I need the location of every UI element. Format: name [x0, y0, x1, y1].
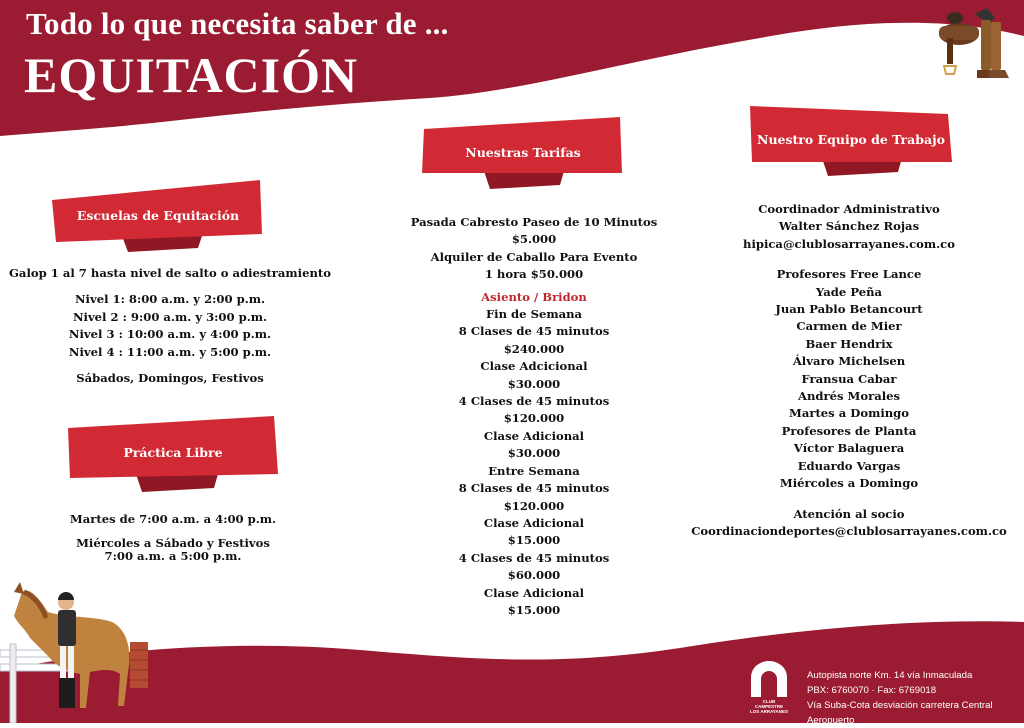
- tarifa-line: $120.000: [503, 411, 565, 426]
- practica-horario-1: Martes de 7:00 a.m. a 4:00 p.m.: [69, 512, 277, 526]
- tarifa-line: $5.000: [511, 232, 557, 247]
- tarifa-line: $120.000: [503, 498, 565, 513]
- escuelas-section: [0, 265, 340, 387]
- tarifa-line: Clase Adicional: [483, 585, 585, 600]
- nivel-4: Nivel 4 : 11:00 a.m. y 5:00 p.m.: [68, 344, 272, 359]
- coordinador-email: hipica@clublosarrayanes.com.co: [743, 236, 955, 251]
- equipo-line: Yade Peña: [815, 284, 883, 299]
- tarifa-line: 8 Clases de 45 minutos: [458, 481, 610, 496]
- footer-directions: Vía Suba-Cota desviación carretera Central Aeropuerto: [807, 700, 993, 726]
- tarifa-line: 4 Clases de 45 minutos: [458, 550, 610, 565]
- tarifa-line: $60.000: [507, 568, 561, 583]
- practica-section: [0, 511, 346, 563]
- atencion-title: Atención al socio: [793, 506, 905, 521]
- equipo-line: Eduardo Vargas: [797, 458, 901, 473]
- practica-horario-2b: 7:00 a.m. a 5:00 p.m.: [104, 549, 242, 564]
- footer-address: Autopista norte Km. 14 vía Inmaculada: [807, 670, 973, 681]
- footer-contact: [807, 668, 1024, 728]
- tarifa-line: 8 Clases de 45 minutos: [458, 324, 610, 339]
- practica-horario-2a: Miércoles a Sábado y Festivos: [76, 536, 270, 551]
- tarifa-line: $15.000: [507, 602, 561, 617]
- tarifas-section: [400, 214, 668, 619]
- equipo-line: Juan Pablo Betancourt: [775, 302, 923, 317]
- tarifa-line: Fin de Semana: [485, 307, 583, 322]
- tarifa-line: Pasada Cabresto Paseo de 10 Minutos: [410, 215, 658, 229]
- equipo-line: Profesores Free Lance: [776, 267, 922, 282]
- ribbon-escuelas: [50, 178, 266, 256]
- equipo-line: Víctor Balaguera: [793, 441, 905, 456]
- header-title: Todo lo que necesita saber de ...: [26, 6, 449, 41]
- tarifa-line: $15.000: [507, 533, 561, 548]
- ribbon-practica: [66, 414, 280, 494]
- header-main-title: EQUITACIÓN: [24, 47, 359, 103]
- club-logo: [743, 659, 795, 717]
- tarifa-line: 1 hora $50.000: [484, 267, 584, 282]
- equipo-line: Andrés Morales: [797, 389, 901, 404]
- ribbon-tarifas-label: Nuestras Tarifas: [465, 145, 581, 160]
- tarifa-line: $30.000: [507, 376, 561, 391]
- ribbon-tarifas: [420, 115, 626, 191]
- nivel-1: Nivel 1: 8:00 a.m. y 2:00 p.m.: [74, 292, 266, 307]
- ribbon-escuelas-label: Escuelas de Equitación: [76, 208, 240, 223]
- coordinador-name: Walter Sánchez Rojas: [778, 219, 920, 234]
- ribbon-practica-label: Práctica Libre: [123, 445, 223, 460]
- escuelas-intro: Galop 1 al 7 hasta nivel de salto o adiestramiento: [9, 266, 331, 280]
- tarifa-line: Entre Semana: [488, 463, 580, 478]
- equipo-line: Martes a Domingo: [788, 406, 910, 421]
- tarifa-line: Clase Adcicional: [480, 359, 588, 374]
- nivel-2: Nivel 2 : 9:00 a.m. y 3:00 p.m.: [72, 309, 268, 324]
- arch-icon: [743, 659, 795, 699]
- escuelas-dias: Sábados, Domingos, Festivos: [76, 371, 264, 386]
- tarifa-line: Clase Adicional: [483, 428, 585, 443]
- tarifa-line: Alquiler de Caballo Para Evento: [430, 249, 638, 264]
- tarifa-line: $240.000: [503, 341, 565, 356]
- rider-horse-illustration: [0, 578, 150, 723]
- equipo-line: Profesores de Planta: [781, 423, 917, 438]
- equipo-line: Carmen de Mier: [796, 319, 902, 334]
- coordinador-title: Coordinador Administrativo: [758, 202, 940, 216]
- tarifa-line: 4 Clases de 45 minutos: [458, 394, 610, 409]
- equipo-section: [690, 201, 1008, 540]
- equipo-line: Fransua Cabar: [801, 371, 897, 386]
- ribbon-equipo-label: Nuestro Equipo de Trabajo: [757, 132, 945, 147]
- tarifa-subheading: Asiento / Bridon: [481, 289, 587, 304]
- tarifa-line: $30.000: [507, 446, 561, 461]
- equipo-line: Álvaro Michelsen: [792, 354, 906, 369]
- saddle-boots-illustration: [925, 4, 1011, 86]
- ribbon-equipo: [748, 104, 954, 178]
- equipo-line: Miércoles a Domingo: [779, 476, 919, 491]
- equipo-line: Baer Hendrix: [805, 336, 893, 351]
- footer-phone: PBX: 6760070 · Fax: 6769018: [807, 685, 937, 696]
- nivel-3: Nivel 3 : 10:00 a.m. y 4:00 p.m.: [68, 327, 272, 342]
- tarifa-line: Clase Adicional: [483, 515, 585, 530]
- club-logo-text: CLUB CAMPESTRE LOS ARRAYANES: [749, 699, 788, 714]
- atencion-email: Coordinaciondeportes@clublosarrayanes.com.co: [691, 523, 1007, 538]
